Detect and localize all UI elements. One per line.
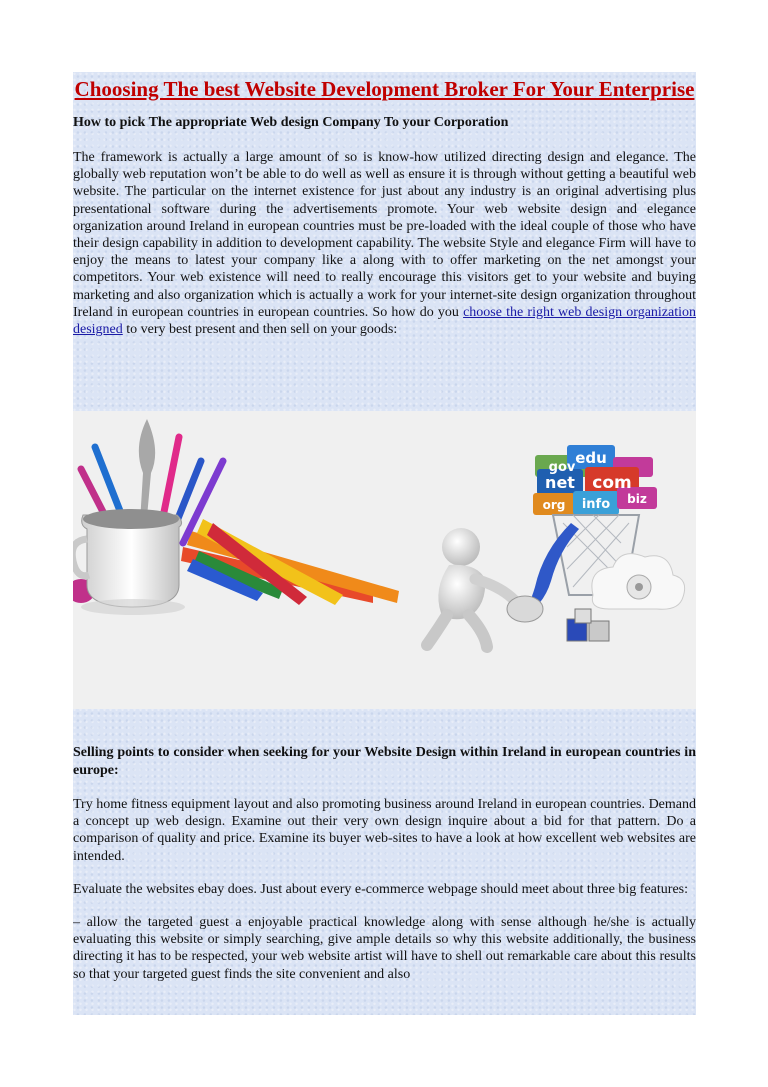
3d-figure — [427, 528, 543, 647]
paragraph-2: Try home fitness equipment layout and also promoting business around Ireland in european countries. Demand a concept up web design. Examine out their very own design inquire about a bid for that pattern. Do a comparison of quality and price. Examine its buyer web-sites to have a look at how excellent web websites are intended. — [73, 797, 696, 864]
illustration-svg — [73, 411, 696, 709]
section-heading-1: How to pick The appropriate Web design Company To your Corporation — [73, 115, 509, 130]
cloud-safe — [592, 554, 685, 610]
tag-label-org: org — [542, 498, 566, 512]
domain-tags — [533, 445, 657, 515]
paint-buckets — [567, 609, 609, 641]
pencils-group — [181, 519, 399, 605]
intro-paragraph — [73, 149, 696, 338]
document-page — [73, 72, 696, 1015]
paragraph-3: Evaluate the websites ebay does. Just about every e-commerce webpage should meet about three big features: — [73, 881, 688, 897]
tag-label-biz: biz — [627, 492, 647, 506]
tag-label-com: com — [592, 473, 632, 493]
intro-text: The framework is actually a large amount of so is know-how utilized directing design and elegance. The globally web reputation won’t be able to do well as well as ensure it is through without getting a beautiful web website. The particular on the internet existence for just about any industry is an original advertising plus presentational software during the advertisements promote. Your web website design and elegance organization around Ireland in european countries must be pre-loaded with the ideal couple of those who have their design capability in addition to development capability. The website Style and elegance Firm will have to enjoy the means to latest your company like a along with to offer marketing on the net amongst your competitors. Your web existence will need to really encourage this visitors get to your website and buying marketing and also organization which is actually a work for your internet-site design organization throughout Ireland in european countries in european countries. So how do you — [73, 150, 696, 320]
choose-web-design-link[interactable]: choose the right web design organization designed — [73, 304, 696, 338]
intro-text-end: to very best present and then sell on your goods: — [126, 322, 398, 338]
tag-label-edu: edu — [575, 449, 607, 467]
tag-label-info: info — [581, 497, 611, 512]
web-design-illustration — [73, 411, 696, 709]
document-title: Choosing The best Website Development Broker For Your Enterprise — [74, 77, 695, 101]
paragraph-4: – allow the targeted guest a enjoyable practical knowledge along with sense although he/she is actually evaluating this website or simply searching, give ample details so why this website additionally, the business directing it has to be respected, your web website artist will have to shell out remarkable care about this results so that your targeted guest finds the site convenient and also — [73, 915, 696, 982]
tag-label-gov: gov — [548, 460, 576, 475]
tag-label-net: net — [545, 473, 575, 492]
section-heading-2: Selling points to consider when seeking for your Website Design within Ireland in european countries in europe: — [73, 745, 696, 778]
selling-points-section — [73, 744, 696, 983]
